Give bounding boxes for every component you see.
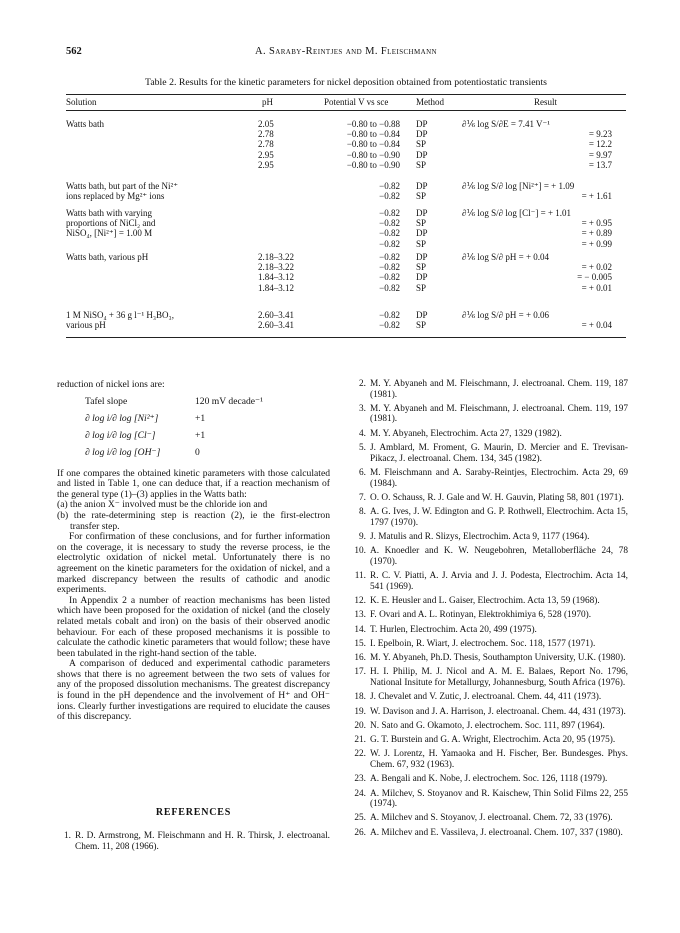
reference-text: A. Milchev and E. Vassileva, J. electroanal. Chem. 107, 337 (1980). xyxy=(370,827,623,838)
reference-text: M. Y. Abyaneh, Electrochim. Acta 27, 1329 (1982). xyxy=(370,428,562,439)
method-cell: SP xyxy=(416,218,427,229)
reference-item xyxy=(352,507,628,528)
ph-cell: 2.18–3.22 xyxy=(258,262,294,273)
method-cell: DP xyxy=(416,252,428,262)
method-cell: DP xyxy=(416,310,428,320)
ph-cell xyxy=(258,191,304,201)
result-cell: ∂⅙ log S/∂ log [Ni²⁺] = + 1.09 xyxy=(462,181,575,191)
solution-column xyxy=(66,252,266,262)
reference-text: J. Amblard, M. Froment, G. Maurin, D. Mercier and E. Trevisan-Pikacz, J. electroanal. Chem. 134, 345 (1982). xyxy=(370,443,628,464)
solution-cell: Watts bath, various pH xyxy=(66,252,149,262)
reference-number: 13. xyxy=(354,610,366,621)
reference-item xyxy=(352,571,628,592)
reference-item xyxy=(352,532,628,543)
method-cell: DP xyxy=(416,149,428,160)
col-method: Method xyxy=(416,97,444,107)
ph-column xyxy=(258,208,304,249)
reference-text: W. Davison and J. A. Harrison, J. electroanal. Chem. 44, 431 (1973). xyxy=(370,706,626,717)
param-row xyxy=(57,395,330,412)
reference-number: 1. xyxy=(64,831,71,841)
ph-cell: 2.60–3.41 xyxy=(258,320,294,331)
method-cell: SP xyxy=(416,159,427,170)
solution-cell: 1 M NiSO₄ + 36 g l⁻¹ H₃BO₃, xyxy=(66,310,174,320)
page-number: 562 xyxy=(66,46,82,57)
reference-number: 20. xyxy=(354,720,366,731)
reference-number: 24. xyxy=(354,788,366,799)
result-cell: = + 0.04 xyxy=(581,320,612,331)
result-cell: ∂⅙ log S/∂ pH = + 0.04 xyxy=(462,252,550,262)
param-label: ∂ log i/∂ log [Ni²⁺] xyxy=(85,412,159,424)
reference-number: 25. xyxy=(354,813,366,824)
param-value: +1 xyxy=(195,412,206,424)
method-cell: DP xyxy=(416,119,428,129)
reference-number: 6. xyxy=(359,467,366,478)
param-value: +1 xyxy=(195,429,206,441)
method-cell: DP xyxy=(416,208,428,218)
ph-cell: 1.84–3.12 xyxy=(258,282,294,293)
potential-cell: −0.80 to −0.88 xyxy=(346,119,400,129)
ph-cell: 2.95 xyxy=(258,159,274,170)
reference-item xyxy=(352,625,628,636)
result-cell: = + 0.01 xyxy=(581,282,612,293)
solution-cell: ions replaced by Mg²⁺ ions xyxy=(66,191,165,202)
col-result: Result xyxy=(534,97,558,107)
reference-text: M. Y. Abyaneh, Ph.D. Thesis, Southampton University, U.K. (1980). xyxy=(370,653,626,664)
potential-column xyxy=(320,181,400,201)
reference-item xyxy=(352,653,628,664)
left-column xyxy=(57,380,330,723)
reference-number: 19. xyxy=(354,706,366,717)
ph-cell xyxy=(258,228,304,238)
reference-item xyxy=(352,596,628,607)
result-cell: = 9.23 xyxy=(588,129,612,140)
col-ph: pH xyxy=(262,97,273,107)
potential-cell: −0.82 xyxy=(379,262,400,273)
result-cell: = + 0.99 xyxy=(581,238,612,249)
method-column xyxy=(416,310,456,330)
param-value: 120 mV decade⁻¹ xyxy=(195,395,263,407)
method-column xyxy=(416,252,456,293)
potential-cell: −0.82 xyxy=(379,252,400,262)
reference-number: 10. xyxy=(354,546,366,557)
reference-text: N. Sato and G. Okamoto, J. electrochem. Soc. 111, 897 (1964). xyxy=(370,720,605,731)
method-cell: DP xyxy=(416,272,428,283)
reference-item xyxy=(352,429,628,440)
reference-text: A. Knoedler and K. W. Neugebohren, Metalloberfläche 24, 78 (1970). xyxy=(370,546,628,567)
condition-b: (b) the rate-determining step is reaction (2), ie the first-electron transfer step. xyxy=(57,509,330,532)
reference-number: 15. xyxy=(354,638,366,649)
param-value: 0 xyxy=(195,446,200,458)
reference-text: H. I. Philip, M. J. Nicol and A. M. E. Balaes, Report No. 1796, National Insitute for Metallurgy, Johannesburg, South Africa (1976). xyxy=(370,667,628,688)
potential-column xyxy=(320,252,400,293)
reference-item xyxy=(352,692,628,703)
potential-cell: −0.82 xyxy=(379,191,400,202)
reference-text: T. Hurlen, Electrochim. Acta 20, 499 (1975). xyxy=(370,624,537,635)
method-cell: SP xyxy=(416,191,427,202)
reference-item xyxy=(352,443,628,464)
method-column xyxy=(416,208,456,249)
param-label: ∂ log i/∂ log [OH⁻] xyxy=(85,446,161,458)
reference-item xyxy=(352,721,628,732)
method-column xyxy=(416,119,456,170)
reference-item xyxy=(352,610,628,621)
solution-cell: NiSO₄, [Ni²⁺] = 1.00 M xyxy=(66,228,153,239)
method-cell: SP xyxy=(416,320,427,331)
reference-text: I. Epelboin, R. Wiart, J. electrochem. Soc. 118, 1577 (1971). xyxy=(370,638,596,649)
param-row xyxy=(57,429,330,446)
paragraph: In Appendix 2 a number of reaction mechanisms has been listed which have been proposed for the oxidation of nickel (and the closely related metals cobalt and iron) on the basis of their observed anodic behaviour. For each of these proposed mechanisms it is possible to calculate the cathodic kinetic parameters that would follow; these have been tabulated in the right-hand section of the table. xyxy=(57,594,330,659)
potential-cell: −0.80 to −0.84 xyxy=(346,139,400,150)
solution-cell: Watts bath, but part of the Ni²⁺ xyxy=(66,181,178,191)
ph-cell: 2.78 xyxy=(258,129,274,140)
potential-cell: −0.82 xyxy=(379,181,400,191)
method-cell: DP xyxy=(416,129,428,140)
ph-column xyxy=(258,181,304,201)
ph-cell: 2.78 xyxy=(258,139,274,150)
result-cell: = 9.97 xyxy=(588,149,612,160)
param-row xyxy=(57,446,330,463)
reference-text: K. E. Heusler and L. Gaiser, Electrochim. Acta 13, 59 (1968). xyxy=(370,595,600,606)
result-column xyxy=(462,208,626,249)
potential-cell: −0.82 xyxy=(379,218,400,229)
solution-column xyxy=(66,310,266,330)
references-heading: REFERENCES xyxy=(155,807,232,818)
reference-number: 3. xyxy=(359,403,366,414)
reference-item xyxy=(352,735,628,746)
solution-column xyxy=(66,181,266,201)
reference-number: 17. xyxy=(354,667,366,678)
reference-item xyxy=(352,546,628,567)
result-cell: = + 0.95 xyxy=(581,218,612,229)
result-column xyxy=(462,310,626,330)
param-label: ∂ log i/∂ log [Cl⁻] xyxy=(85,429,156,441)
reference-text: F. Ovari and A. L. Rotinyan, Elektrokhimiya 6, 528 (1970). xyxy=(370,610,592,621)
reference-text: M. Fleischmann and A. Saraby-Reintjes, Electrochim. Acta 29, 69 (1984). xyxy=(370,467,628,489)
reference-text: O. O. Schauss, R. J. Gale and W. H. Gauvin, Plating 58, 801 (1971). xyxy=(370,492,624,503)
potential-cell: −0.80 to −0.90 xyxy=(346,149,400,160)
result-cell: ∂⅙ log S/∂ log [Cl⁻] = + 1.01 xyxy=(462,208,572,218)
reference-text: J. Matulis and R. Slizys, Electrochim. Acta 9, 1177 (1964). xyxy=(370,531,590,542)
reference-number: 5. xyxy=(359,443,366,454)
table-bottom-rule xyxy=(66,337,626,338)
method-cell: SP xyxy=(416,139,427,150)
reference-item xyxy=(352,789,628,810)
reference-item xyxy=(352,379,628,400)
reference-item xyxy=(352,828,628,839)
reference-text: R. D. Armstrong, M. Fleischmann and H. R. Thirsk, J. electroanal. Chem. 11, 208 (1966). xyxy=(75,831,330,852)
solution-cell: Watts bath with varying xyxy=(66,208,153,218)
potential-column xyxy=(320,208,400,249)
solution-cell: various pH xyxy=(66,320,106,331)
col-potential: Potential V vs sce xyxy=(324,97,389,107)
paragraph: For confirmation of these conclusions, and for further information on the coverage, it is necessary to study the reverse process, ie the electrolytic oxidation of nickel metal. Unfortunately there is no agreement on the kinetic parameters for the oxidation of nickel, and a marked discrepancy between the results of cathodic and anodic experiments. xyxy=(57,531,330,596)
reference-text: R. C. V. Piatti, A. J. Arvia and J. J. Podesta, Electrochim. Acta 14, 541 (1969). xyxy=(370,571,628,592)
reference-item xyxy=(352,749,628,770)
potential-cell: −0.82 xyxy=(379,282,400,293)
reference-text: M. Y. Abyaneh and M. Fleischmann, J. electroanal. Chem. 119, 187 (1981). xyxy=(370,379,628,400)
potential-column xyxy=(320,119,400,170)
result-cell: ∂⅙ log S/∂ pH = + 0.06 xyxy=(462,310,550,320)
reference-item xyxy=(352,774,628,785)
reference-text: A. Bengali and K. Nobe, J. electrochem. Soc. 126, 1118 (1979). xyxy=(370,774,608,785)
reference-item xyxy=(352,404,628,425)
solution-cell: proportions of NiCl₂ and xyxy=(66,218,156,229)
potential-cell: −0.80 to −0.90 xyxy=(346,159,400,170)
paragraph: A comparison of deduced and experimental cathodic parameters shows that there is no agreement between the two sets of values for any of the proposed dissolution mechanisms. The greatest discrepancy is found in the pH dependence and the involvement of H⁺ and OH⁻ ions. Clearly further investigations are required to elucidate the causes of this discrepancy. xyxy=(57,658,330,723)
reference-number: 4. xyxy=(359,428,366,439)
method-column xyxy=(416,181,456,201)
result-cell: = + 0.89 xyxy=(581,228,612,239)
reference-item xyxy=(352,493,628,504)
reference-item xyxy=(57,831,330,856)
potential-cell: −0.82 xyxy=(379,238,400,249)
reference-item xyxy=(352,468,628,489)
potential-cell: −0.82 xyxy=(379,310,400,320)
solution-column xyxy=(66,119,266,129)
potential-column xyxy=(320,310,400,330)
table-caption: Table 2. Results for the kinetic parameters for nickel deposition obtained from potentiostatic transients xyxy=(145,77,547,88)
running-header xyxy=(66,46,626,60)
ph-cell: 2.18–3.22 xyxy=(258,252,294,262)
ph-cell xyxy=(258,181,304,191)
ph-column xyxy=(258,252,304,293)
result-cell: = + 0.02 xyxy=(581,262,612,273)
result-cell: = 13.7 xyxy=(588,159,612,170)
result-cell: = − 0.005 xyxy=(577,272,612,283)
method-cell: DP xyxy=(416,181,428,191)
reference-text: G. T. Burstein and G. A. Wright, Electrochim. Acta 20, 95 (1975). xyxy=(370,735,616,746)
running-title: A. Saraby-Reintjes and M. Fleischmann xyxy=(254,46,438,57)
reference-number: 8. xyxy=(359,507,366,518)
reference-text: W. J. Lorentz, H. Yamaoka and H. Fischer, Ber. Bundesges. Phys. Chem. 67, 932 (1963). xyxy=(370,749,628,770)
kinetic-parameters-list xyxy=(57,395,330,463)
reference-item xyxy=(352,667,628,688)
intro-text: reduction of nickel ions are: xyxy=(57,379,165,390)
reference-number: 2. xyxy=(359,379,366,389)
solution-column xyxy=(66,208,266,239)
solution-cell: Watts bath xyxy=(66,119,105,129)
reference-item xyxy=(352,639,628,650)
condition-a: (a) the anion X⁻ involved must be the chloride ion and xyxy=(57,499,268,511)
reference-number: 7. xyxy=(359,492,366,503)
reference-item xyxy=(352,707,628,718)
result-column xyxy=(462,181,626,201)
reference-text: A. Milchev, S. Stoyanov and R. Kaischew, Thin Solid Films 22, 255 (1974). xyxy=(370,788,628,810)
method-cell: SP xyxy=(416,282,427,293)
method-cell: SP xyxy=(416,262,427,273)
reference-number: 16. xyxy=(354,653,366,664)
references-list xyxy=(352,379,628,842)
reference-number: 22. xyxy=(354,749,366,760)
param-label: Tafel slope xyxy=(85,395,128,407)
ph-cell xyxy=(258,208,304,218)
ph-cell xyxy=(258,218,304,228)
reference-number: 12. xyxy=(354,595,366,606)
ph-cell xyxy=(258,239,304,249)
potential-cell: −0.80 to −0.84 xyxy=(346,129,400,140)
reference-number: 26. xyxy=(354,827,366,838)
potential-cell: −0.82 xyxy=(379,228,400,239)
ph-cell: 2.60–3.41 xyxy=(258,310,294,320)
reference-number: 9. xyxy=(359,531,366,542)
result-column xyxy=(462,119,626,170)
reference-number: 14. xyxy=(354,624,366,635)
result-cell: = + 1.61 xyxy=(581,191,612,202)
table-header-rule xyxy=(66,110,626,111)
table-top-rule xyxy=(66,94,626,95)
reference-number: 18. xyxy=(354,692,366,703)
col-solution: Solution xyxy=(66,97,97,107)
potential-cell: −0.82 xyxy=(379,272,400,283)
reference-number: 21. xyxy=(354,735,366,746)
result-cell: ∂⅙ log S/∂E = 7.41 V⁻¹ xyxy=(462,119,550,129)
result-column xyxy=(462,252,626,293)
reference-text: M. Y. Abyaneh and M. Fleischmann, J. electroanal. Chem. 119, 197 (1981). xyxy=(370,403,628,425)
ph-cell: 1.84–3.12 xyxy=(258,272,294,283)
ph-column xyxy=(258,119,304,170)
param-row xyxy=(57,412,330,429)
reference-text: A. Milchev and S. Stoyanov, J. electroanal. Chem. 72, 33 (1976). xyxy=(370,813,613,824)
reference-number: 11. xyxy=(354,571,366,582)
method-cell: DP xyxy=(416,228,428,239)
reference-text: J. Chevalet and V. Zutic, J. electroanal. Chem. 44, 411 (1973). xyxy=(370,692,602,703)
result-cell: = 12.2 xyxy=(588,139,612,150)
ph-column xyxy=(258,310,304,330)
ph-cell: 2.05 xyxy=(258,119,274,129)
potential-cell: −0.82 xyxy=(379,208,400,218)
paragraph: If one compares the obtained kinetic parameters with those calculated and listed in Table 1, one can deduce that, if a reaction mechanism of the general type (1)–(3) applies in the Watts bath: xyxy=(57,467,330,500)
reference-number: 23. xyxy=(354,774,366,785)
potential-cell: −0.82 xyxy=(379,320,400,331)
method-cell: SP xyxy=(416,238,427,249)
ph-cell: 2.95 xyxy=(258,149,274,160)
reference-item xyxy=(352,813,628,824)
reference-text: A. G. Ives, J. W. Edington and G. P. Rothwell, Electrochim. Acta 15, 1797 (1970). xyxy=(370,507,628,528)
